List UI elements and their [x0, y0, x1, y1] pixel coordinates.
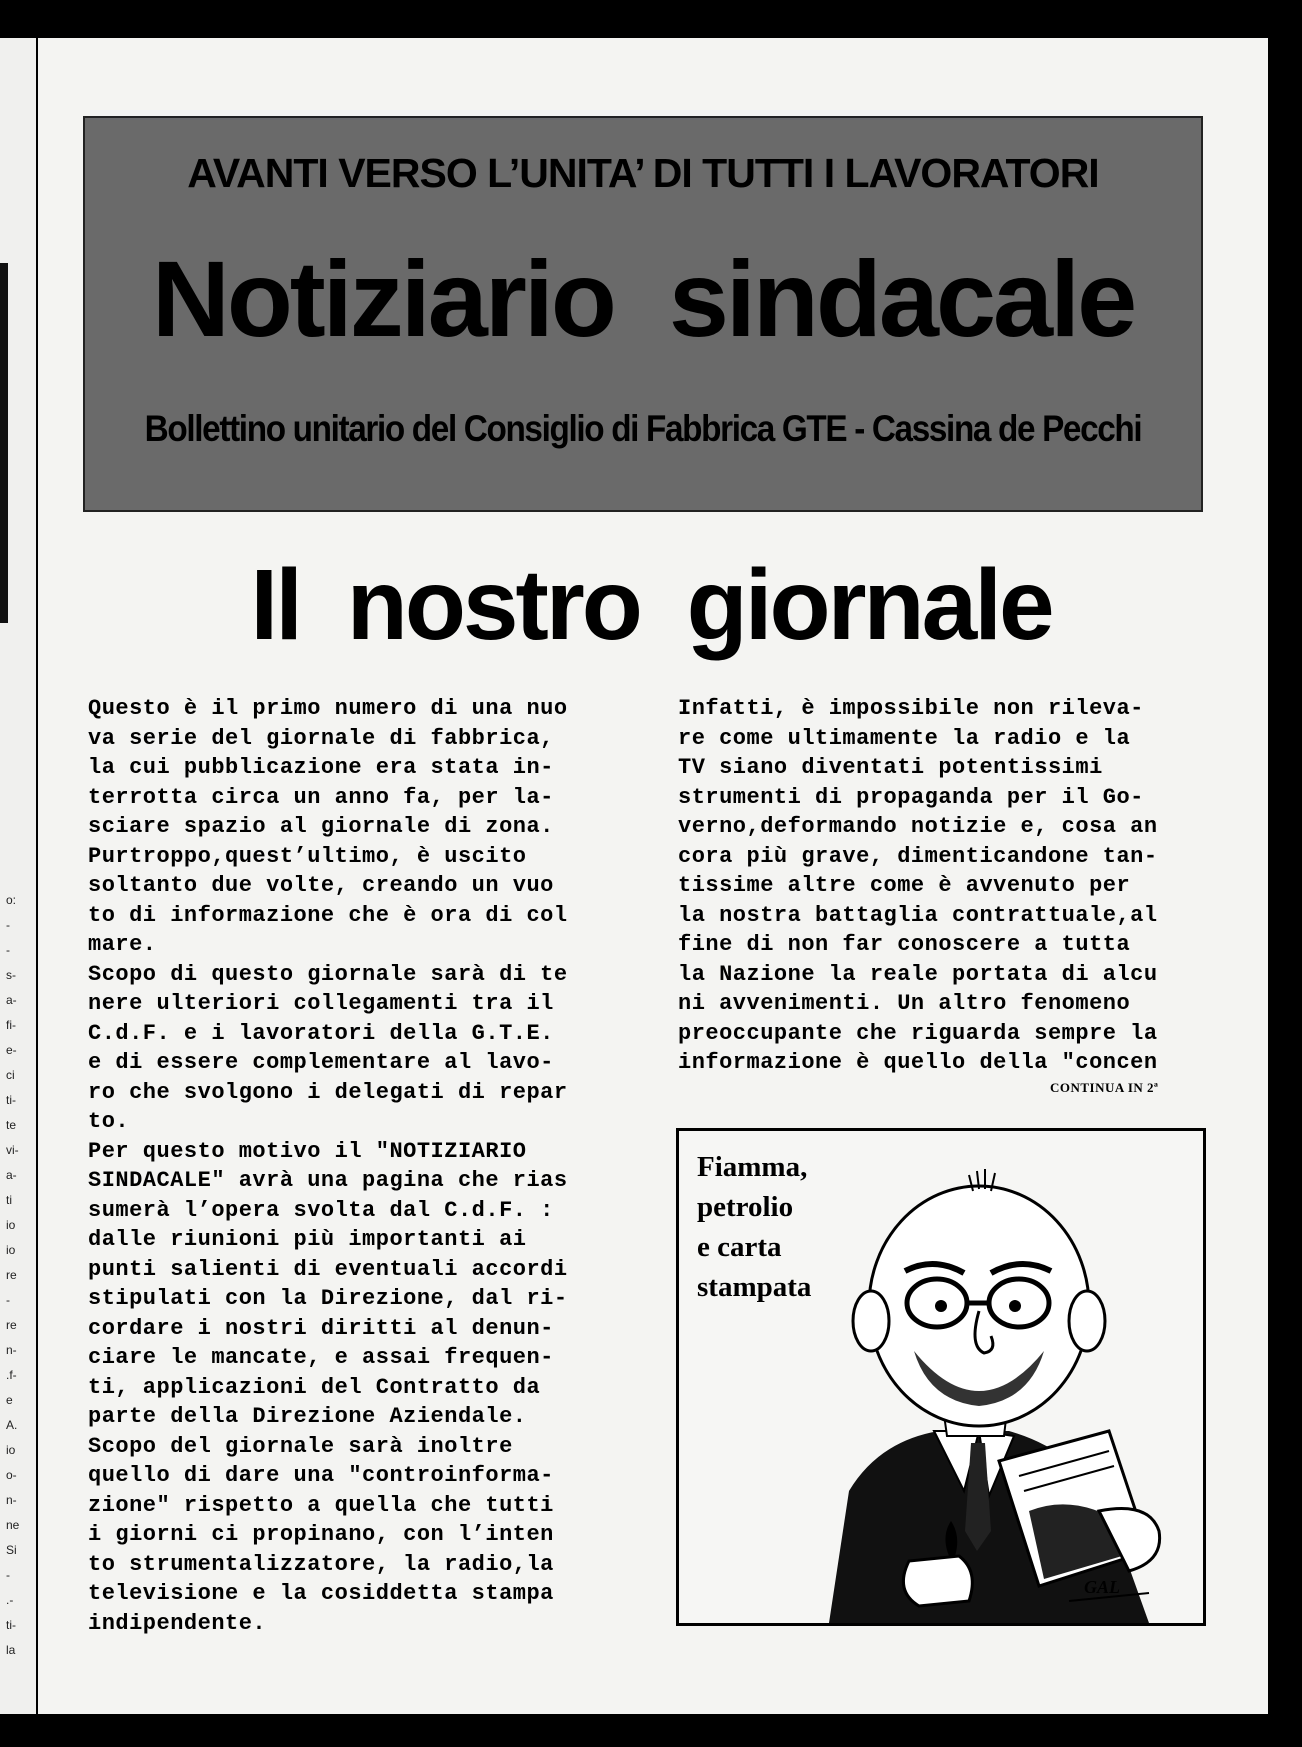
adjacent-page-fragment: Si [6, 1543, 17, 1557]
article-line: soltanto due volte, creando un vuo [88, 873, 554, 898]
article-right-column [678, 694, 1158, 1078]
article-line: parte della Direzione Aziendale. [88, 1404, 527, 1429]
article-line: televisione e la cosiddetta stampa [88, 1581, 554, 1606]
cartoon-caption-line: stampata [697, 1271, 812, 1303]
adjacent-page-fragment: o: [6, 893, 17, 907]
masthead-subtitle: Bollettino unitario del Consiglio di Fabbrica GTE - Cassina de Pecchi [144, 408, 1142, 449]
article-line: C.d.F. e i lavoratori della G.T.E. [88, 1020, 554, 1046]
adjacent-page-fragment: io [6, 1218, 16, 1232]
adjacent-page-fragment: fi- [6, 1018, 16, 1032]
article-line: ciare le mancate, e assai frequen- [88, 1345, 554, 1370]
article-line: cora più grave, dimenticandone tan- [678, 843, 1158, 869]
article-line: Purtroppo,quest’ultimo, è uscito [88, 843, 527, 869]
cartoon-box [676, 1128, 1206, 1626]
adjacent-page-fragment: - [6, 1293, 10, 1307]
adjacent-page-fragment: io [6, 1243, 16, 1257]
article-line: terrotta circa un anno fa, per la- [88, 784, 554, 810]
article-line: e di essere complementare al lavo- [88, 1050, 554, 1075]
adjacent-page-fragment: ti- [6, 1093, 16, 1107]
adjacent-page-fragment: A. [6, 1418, 18, 1432]
adjacent-page-fragment: s- [6, 968, 16, 982]
article-line: dalle riunioni più importanti ai [88, 1227, 527, 1252]
article-line: stipulati con la Direzione, dal ri- [88, 1286, 568, 1311]
article-line: to strumentalizzatore, la radio,la [88, 1551, 554, 1577]
article-line: to di informazione che è ora di col [88, 902, 568, 928]
article-line: Infatti, è impossibile non rileva- [678, 696, 1144, 721]
adjacent-page-fragment: a- [6, 993, 17, 1007]
cartoon-caption-line: petrolio [697, 1191, 794, 1223]
adjacent-page-fragment: - [6, 943, 10, 957]
adjacent-page-fragment: la [6, 1643, 16, 1657]
article-line: quello di dare una "controinforma- [88, 1463, 554, 1488]
adjacent-page-fragment: e [6, 1393, 13, 1407]
article-line: Scopo di questo giornale sarà di te [88, 961, 568, 987]
article-line: Questo è il primo numero di una nuo [88, 696, 568, 721]
adjacent-page-fragment: e- [6, 1043, 17, 1057]
cartoon-signature: GAL [1084, 1577, 1120, 1597]
adjacent-page-fragment: o- [6, 1468, 17, 1482]
adjacent-page-fragment: re [6, 1268, 17, 1282]
adjacent-page-fragment: n- [6, 1493, 17, 1507]
article-line: strumenti di propaganda per il Go- [678, 784, 1144, 810]
article-line: tissime altre come è avvenuto per [678, 873, 1131, 898]
article-line: informazione è quello della "concen [678, 1050, 1158, 1075]
article-line: to. [88, 1109, 130, 1134]
article-line: Per questo motivo il "NOTIZIARIO [88, 1138, 527, 1164]
adjacent-page-strip [0, 38, 36, 1714]
article-line: ti, applicazioni del Contratto da [88, 1374, 541, 1400]
article-line: Scopo del giornale sarà inoltre [88, 1433, 513, 1459]
adjacent-page-fragment: io [6, 1443, 16, 1457]
article-left-column [88, 694, 568, 1638]
article-line: indipendente. [88, 1610, 267, 1636]
adjacent-page-fragment: ci [6, 1068, 15, 1082]
adjacent-page-fragment: ti- [6, 1618, 16, 1632]
cartoon-caption [697, 1147, 811, 1307]
article-line: re come ultimamente la radio e la [678, 725, 1131, 751]
article-line: ni avvenimenti. Un altro fenomeno [678, 991, 1131, 1016]
article-line: la cui pubblicazione era stata in- [88, 755, 554, 780]
article-line: TV siano diventati potentissimi [678, 755, 1103, 780]
cartoon-caption-line: e carta [697, 1231, 782, 1263]
adjacent-page-fragment: .f- [6, 1368, 17, 1382]
adjacent-page-fragment: .- [6, 1593, 14, 1607]
masthead-title: Notiziario sindacale [151, 238, 1135, 359]
article-line: punti salienti di eventuali accordi [88, 1256, 568, 1282]
adjacent-page-fragment: ne [6, 1518, 20, 1532]
adjacent-page-fragment: ti [6, 1193, 12, 1207]
article-line: i giorni ci propinano, con l’inten [88, 1522, 554, 1547]
article-line: mare. [88, 932, 157, 957]
article-line: preoccupante che riguarda sempre la [678, 1020, 1158, 1046]
article-line: la nostra battaglia contrattuale,al [678, 902, 1158, 928]
continued-note: CONTINUA IN 2ª [1050, 1080, 1159, 1095]
adjacent-page-fragment: te [6, 1118, 17, 1132]
adjacent-page-fragment: - [6, 918, 10, 932]
article-line: la Nazione la reale portata di alcu [678, 961, 1158, 987]
article-line: va serie del giornale di fabbrica, [88, 725, 554, 751]
article-line: sumerà l’opera svolta dal C.d.F. : [88, 1197, 554, 1223]
article-headline: Il nostro giornale [250, 549, 1052, 661]
article-line: SINDACALE" avrà una pagina che rias [88, 1168, 568, 1193]
adjacent-page-fragment: vi- [6, 1143, 19, 1157]
article-line: cordare i nostri diritti al denun- [88, 1315, 554, 1341]
article-line: sciare spazio al giornale di zona. [88, 814, 554, 839]
cartoon-caption-line: Fiamma, [697, 1151, 808, 1183]
article-line: fine di non far conoscere a tutta [678, 932, 1131, 957]
article-line: ro che svolgono i delegati di repar [88, 1079, 568, 1105]
adjacent-page-fragment: re [6, 1318, 17, 1332]
adjacent-page-fragment: - [6, 1568, 10, 1582]
adjacent-page-fragment: a- [6, 1168, 17, 1182]
article-line: nere ulteriori collegamenti tra il [88, 991, 554, 1016]
article-line: zione" rispetto a quella che tutti [88, 1492, 554, 1518]
masthead-top-line: AVANTI VERSO L’UNITA’ DI TUTTI I LAVORATORI [187, 150, 1099, 196]
article-line: verno,deformando notizie e, cosa an [678, 814, 1158, 839]
masthead-banner [83, 116, 1203, 512]
adjacent-page-fragment: n- [6, 1343, 17, 1357]
